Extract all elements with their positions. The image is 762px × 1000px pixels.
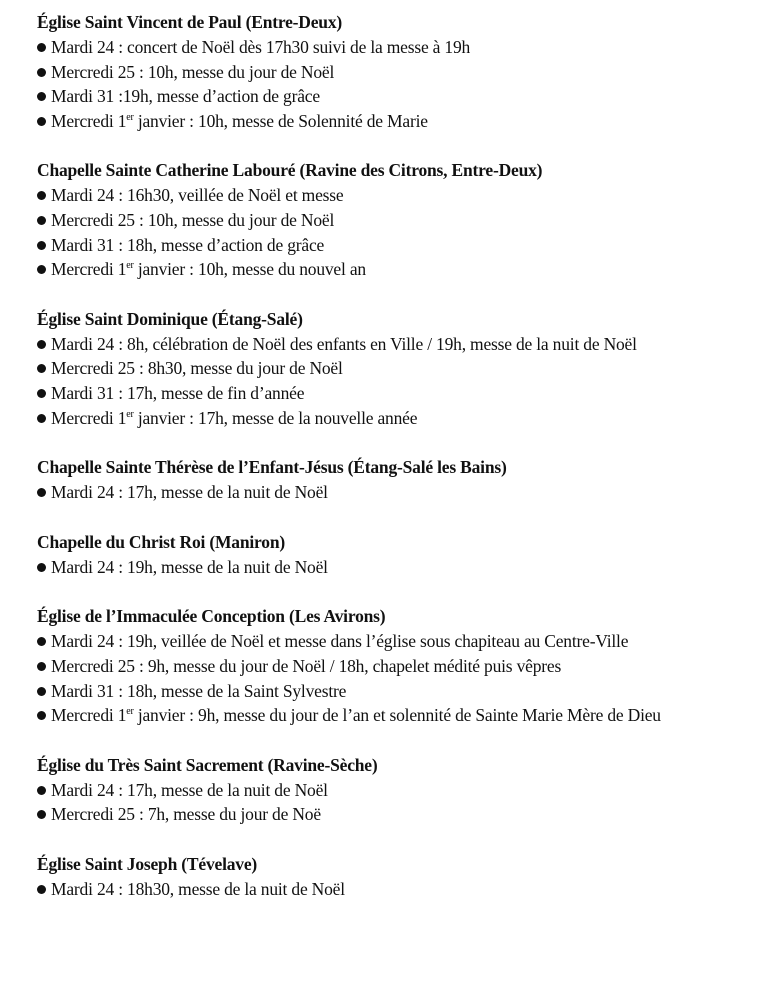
schedule-item bbox=[37, 381, 737, 406]
schedule-text: Mardi 24 : 17h, messe de la nuit de Noël bbox=[51, 482, 328, 503]
schedule-item bbox=[37, 703, 737, 728]
schedule-item bbox=[37, 629, 737, 654]
church-section bbox=[37, 604, 737, 727]
bullet-icon bbox=[37, 43, 46, 52]
bullet-icon bbox=[37, 414, 46, 423]
church-section bbox=[37, 530, 737, 580]
schedule-item bbox=[37, 332, 737, 357]
schedule-item bbox=[37, 233, 737, 258]
bullet-icon bbox=[37, 687, 46, 696]
bullet-icon bbox=[37, 885, 46, 894]
schedule-text: Mardi 31 : 18h, messe d’action de grâce bbox=[51, 234, 325, 255]
church-title: Église Saint Joseph (Tévelave) bbox=[37, 853, 258, 874]
schedule-text-cont: janvier : 10h, messe de Solennité de Marie bbox=[133, 110, 428, 131]
ordinal-suffix: er bbox=[126, 408, 134, 420]
schedule-item bbox=[37, 877, 737, 902]
church-section bbox=[37, 852, 737, 902]
schedule-text: Mardi 31 : 17h, messe de fin d’année bbox=[51, 382, 305, 403]
bullet-icon bbox=[37, 340, 46, 349]
bullet-icon bbox=[37, 488, 46, 497]
section-gap bbox=[37, 827, 737, 852]
schedule-text: Mardi 24 : 19h, messe de la nuit de Noël bbox=[51, 556, 328, 577]
schedule-text: Mercredi 25 : 10h, messe du jour de Noël bbox=[51, 61, 335, 82]
schedule-item bbox=[37, 802, 737, 827]
church-section bbox=[37, 10, 737, 133]
church-section bbox=[37, 307, 737, 430]
schedule-item bbox=[37, 60, 737, 85]
schedule-item bbox=[37, 679, 737, 704]
schedule-text: Mercredi 1 bbox=[51, 110, 127, 131]
ordinal-suffix: er bbox=[126, 260, 134, 272]
church-title: Chapelle du Christ Roi (Maniron) bbox=[37, 531, 286, 552]
schedule-text: Mardi 24 : 17h, messe de la nuit de Noël bbox=[51, 779, 328, 800]
schedule-text: Mardi 24 : 19h, veillée de Noël et messe dans l’église sous chapiteau au Centre-Ville bbox=[51, 631, 629, 652]
bullet-icon bbox=[37, 662, 46, 671]
schedule-item bbox=[37, 35, 737, 60]
bullet-icon bbox=[37, 191, 46, 200]
schedule-text: Mardi 24 : 18h30, messe de la nuit de Noël bbox=[51, 878, 345, 899]
schedule-text: Mercredi 1 bbox=[51, 259, 127, 280]
ordinal-suffix: er bbox=[126, 111, 134, 123]
schedule-item bbox=[37, 555, 737, 580]
church-title: Église Saint Vincent de Paul (Entre-Deux) bbox=[37, 12, 343, 32]
schedule-item bbox=[37, 406, 737, 431]
church-title: Chapelle Sainte Thérèse de l’Enfant-Jésus (Étang-Salé les Bains) bbox=[37, 457, 507, 478]
bullet-icon bbox=[37, 364, 46, 373]
bullet-icon bbox=[37, 216, 46, 225]
schedule-item bbox=[37, 183, 737, 208]
schedule-item bbox=[37, 208, 737, 233]
bullet-icon bbox=[37, 265, 46, 274]
schedule-item bbox=[37, 84, 737, 109]
section-gap bbox=[37, 728, 737, 753]
schedule-text-cont: janvier : 10h, messe du nouvel an bbox=[133, 259, 366, 280]
schedule-text: Mardi 31 : 18h, messe de la Saint Sylvestre bbox=[51, 680, 347, 701]
bullet-icon bbox=[37, 389, 46, 398]
church-title: Église du Très Saint Sacrement (Ravine-Sèche) bbox=[37, 754, 378, 775]
church-section bbox=[37, 158, 737, 281]
schedule-text: Mercredi 1 bbox=[51, 407, 127, 428]
schedule-text: Mardi 24 : 16h30, veillée de Noël et messe bbox=[51, 185, 344, 206]
church-title: Église de l’Immaculée Conception (Les Avirons) bbox=[37, 606, 386, 627]
schedule-text: Mardi 24 : concert de Noël dès 17h30 suivi de la messe à 19h bbox=[51, 37, 471, 57]
schedule-text: Mercredi 25 : 9h, messe du jour de Noël / 18h, chapelet médité puis vêpres bbox=[51, 655, 562, 676]
schedule-text: Mardi 24 : 8h, célébration de Noël des enfants en Ville / 19h, messe de la nuit de Noël bbox=[51, 333, 637, 354]
ordinal-suffix: er bbox=[126, 706, 134, 718]
schedule-text: Mercredi 25 : 10h, messe du jour de Noël bbox=[51, 209, 335, 230]
bullet-icon bbox=[37, 786, 46, 795]
bullet-icon bbox=[37, 637, 46, 646]
section-gap bbox=[37, 133, 737, 158]
schedule-text: Mardi 31 :19h, messe d’action de grâce bbox=[51, 86, 320, 107]
church-section bbox=[37, 753, 737, 827]
document bbox=[37, 10, 737, 901]
schedule-text-cont: janvier : 9h, messe du jour de l’an et solennité de Sainte Marie Mère de Dieu bbox=[133, 705, 661, 726]
bullet-icon bbox=[37, 68, 46, 77]
bullet-icon bbox=[37, 117, 46, 126]
bullet-icon bbox=[37, 810, 46, 819]
schedule-item bbox=[37, 257, 737, 282]
church-title: Chapelle Sainte Catherine Labouré (Ravine des Citrons, Entre-Deux) bbox=[37, 160, 543, 181]
bullet-icon bbox=[37, 711, 46, 720]
section-gap bbox=[37, 579, 737, 604]
schedule-text: Mercredi 1 bbox=[51, 705, 127, 726]
section-gap bbox=[37, 282, 737, 307]
bullet-icon bbox=[37, 563, 46, 572]
section-gap bbox=[37, 505, 737, 530]
schedule-item bbox=[37, 778, 737, 803]
schedule-item bbox=[37, 480, 737, 505]
church-section bbox=[37, 455, 737, 505]
schedule-text: Mercredi 25 : 7h, messe du jour de Noë bbox=[51, 804, 321, 825]
bullet-icon bbox=[37, 241, 46, 250]
schedule-item bbox=[37, 654, 737, 679]
church-title: Église Saint Dominique (Étang-Salé) bbox=[37, 308, 303, 329]
schedule-item bbox=[37, 356, 737, 381]
bullet-icon bbox=[37, 92, 46, 101]
section-gap bbox=[37, 430, 737, 455]
schedule-item bbox=[37, 109, 737, 134]
schedule-text-cont: janvier : 17h, messe de la nouvelle année bbox=[133, 407, 418, 428]
schedule-text: Mercredi 25 : 8h30, messe du jour de Noël bbox=[51, 358, 343, 379]
